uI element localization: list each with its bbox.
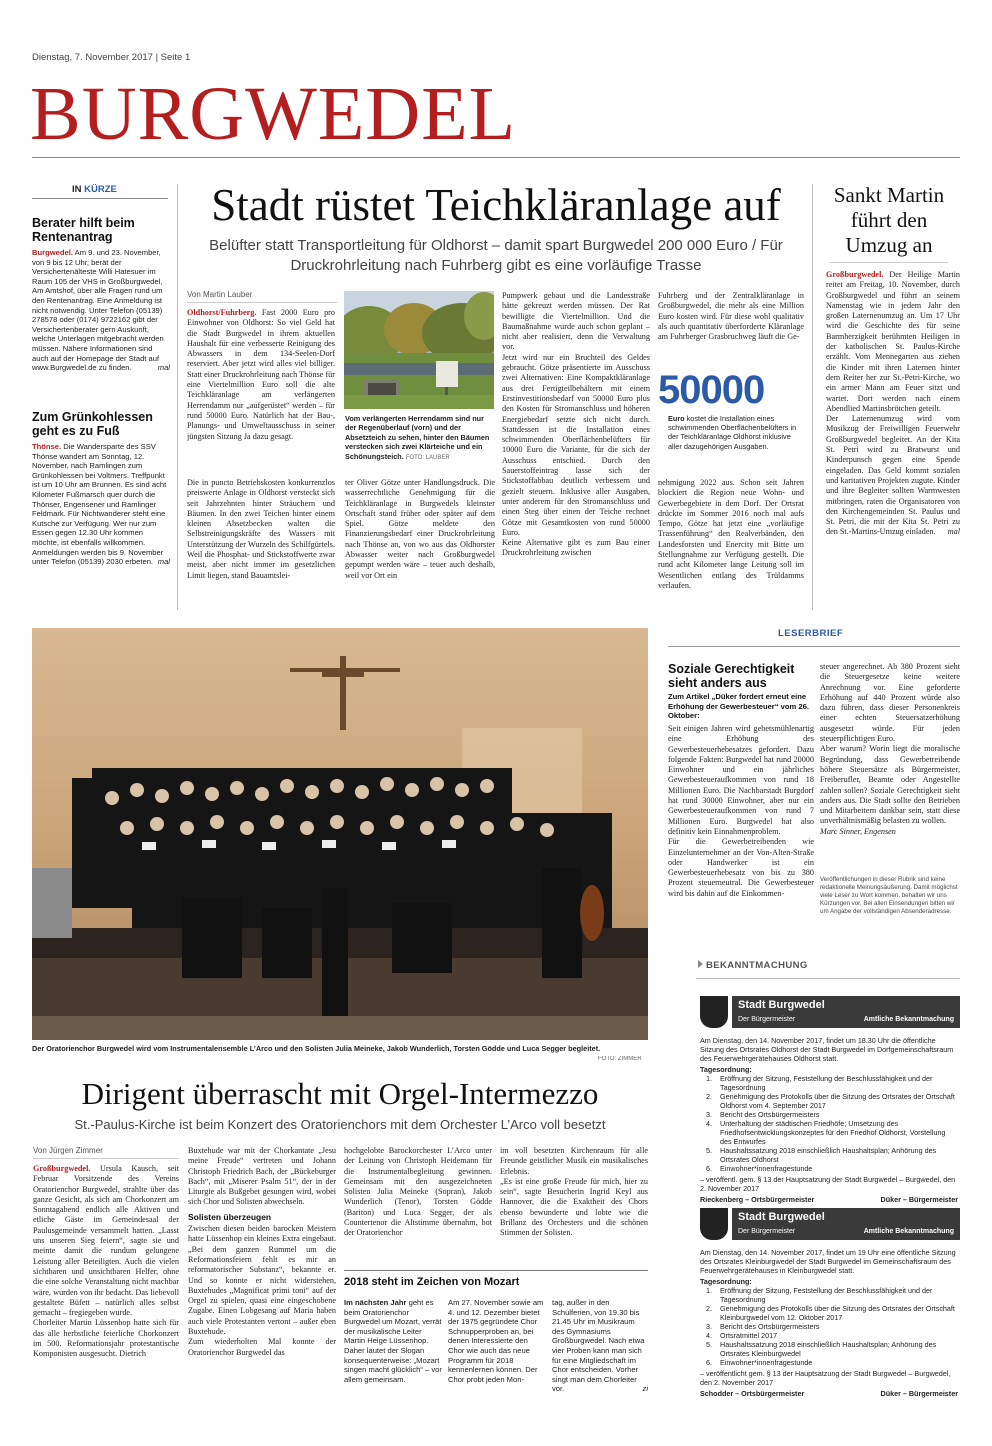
mozart-col-2: Am 27. November sowie am 4. und 12. Dezember bietet der 1975 gegründete Chor Schnupperproben an, bei denen Interessierte den Chor wie auch das neue Programm für 2018 kennenlernen können. Der Chor probt jeden Mon-	[448, 1298, 544, 1384]
concert-subhead: St.-Paulus-Kirche ist beim Konzert des Oratorienchors mit dem Orchester L’Arco voll besetzt	[74, 1117, 606, 1132]
lead-col-1b: Die in puncto Betriebskosten konkurrenzlos preiswerte Anlage in Oldhorst versteckt sich seit Jahrzehnten hinter Sträuchern und Bäumen. In den zwei Teichen hinter einem kleinen Absetzbecken walten die Selbstreinigungskräfte des Wassers mit Unterstützung der Wurzeln des Schilfgürtels. Weil die Phosphat- und Stickstoffwerte zwar meist, aber nicht immer im gesetzlichen Limit liegen, stand Bauamtslei-	[187, 478, 335, 608]
letter-tag: LESERBRIEF	[778, 628, 844, 639]
concert-col-2: Buxtehude war mit der Chorkantate „Jesu meine Freude“ vertreten und Johann Christoph Friedrich Bach, der „Bückeburger Bach“, mit „Miserer Psalm 51“, der in der Liturgie als Bußgebet gesungen wird, wobei sich Chor und Solisten abwechseln. Solisten überzeugen Zwischen diesen beiden barocken Meistern hatte Lüssenhop ein kleines Extra eingebaut. „Bei dem ganzen Rummel um die Reformationsfeiern fehlt es mir an reformatorischer Substanz“, bekannte er. Und so konnte er nicht widerstehen, Buxtehudes „Magnificat primi toni“ auf der Orgel zu spielen, quasi eine eingeschobene Zugabe. Einen Lobgesang auf Maria haben auch viele Protestanten vertont – außer eben Buxtehude. Zum wiederholten Mal konnte der Oratorienchor Burgwedel das	[188, 1146, 336, 1357]
agenda-item: 2. Genehmigung des Protokolls über die Sitzung des Ortsrates der Ortschaft Oldhorst vom 4. September 2017	[706, 1092, 955, 1110]
coat-of-arms-icon	[700, 996, 728, 1028]
notice-panel	[696, 958, 960, 1432]
agenda-item: 2. Genehmigung des Protokolls über die Sitzung des Ortsrates der Ortschaft Kleinburgwedel vom 12. Oktober 2017	[706, 1304, 955, 1322]
lead-photo-caption: Vom verlängerten Herrendamm sind nur der Regenüberlauf (vorn) und der Absetzteich zu sehen, hinter den Bäumen verstecken sich zwei Klärteiche und ein Schönungsteich. FOTO: LAUBER	[345, 414, 490, 461]
agenda-item: 6. Einwohner*innenfragestunde	[706, 1358, 813, 1367]
agenda-item: 3. Bericht des Ortsbürgermeisters	[706, 1322, 820, 1331]
in-kurze-tag: IN KÜRZE	[72, 184, 117, 195]
kurz-item-2	[32, 410, 170, 610]
letter-headline: Soziale Gerechtigkeit sieht anders aus	[668, 662, 795, 690]
agenda-item: 4. Unterhaltung der städtischen Friedhöfe; Umsetzung des Friedhofsentwicklungskonzeptes für den Friedhof Oldhorst, Vorstellung des Entwurfes	[706, 1119, 946, 1146]
dateline: Dienstag, 7. November 2017 | Seite 1	[32, 52, 191, 63]
concert-headline: Dirigent überrascht mit Orgel-Intermezzo	[81, 1076, 599, 1111]
kurz-text: Burgwedel. Am 9. und 23. November, von 9 bis 12 Uhr, berät der Versichertenälteste Willi Hatesuer im Raum 105 der VHS in Großburgwedel, Am Amtshof, über alle Fragen rund um den Rentenantrag. Eine Anmeldung ist nicht notwendig. Unter Telefon (05139) 278578 oder (0174) 9722162 gibt der Versichertenberater gern Auskunft, welche Unterlagen mitgebracht werden müssen. Nähere Informationen sind auch auf der Homepage der Stadt auf www.Burgwedel.de zu finden. mal	[32, 248, 170, 373]
choir-photo	[32, 628, 648, 1040]
lead-headline: Stadt rüstet Teichkläranlage auf	[211, 180, 781, 230]
masthead: BURGWEDEL	[30, 72, 517, 156]
lead-col-3: ter Oliver Götze unter Handlungsdruck. Die wasserrechtliche Genehmigung für die Teichkläranlage in Burgwedels kleinster Ortschaft stand früher oder später auf dem Spiel. Götze meldete den Finanzierungsbedarf einer Druckrohrleitung nach Thönse an, von wo aus das Oldhorster Abwasser weiter nach Großburgwedel gepumpt werden wäre – teuer auch deshalb, weil vor Ort ein	[345, 478, 495, 580]
mozart-col-3: tag, außer in den Schulferien, von 19.30 bis 21.45 Uhr im Musikraum des Gymnasiums Großburgwedel. Nach etwa vier Proben kann man sich für eine Mitgliedschaft im Chor entscheiden. Vorher singt man dem Chorleiter vor. zi	[552, 1298, 648, 1394]
arrow-icon	[698, 960, 703, 968]
mozart-box-headline: 2018 steht im Zeichen von Mozart	[344, 1276, 520, 1288]
agenda-item: 1. Eröffnung der Sitzung, Feststellung der Beschlussfähigkeit und der Tagesordnung	[706, 1074, 933, 1092]
agenda-item: 6. Einwohner*innenfragestunde	[706, 1164, 813, 1173]
concert-subheading: Solisten überzeugen	[188, 1211, 272, 1222]
notice-block-2: Stadt Burgwedel Der Bürgermeister Amtliche Bekanntmachung Am Dienstag, den 14. November 2017, findet um 19 Uhr eine öffentliche Sitzung des Ortsrates Kleinburgwedel der Stadt Burgwedel im Gemeinschaftsraum des Feuerwehrgerätehauses in Kleinburgwedel statt. Tagesordnung: 1. Eröffnung der Sitzung, Feststellung der Beschlussfähigkeit und der Tagesordnung 2. Genehmigung des Protokolls über die Sitzung des Ortsrates der Ortschaft Kleinburgwedel vom 12. Oktober 2017 3. Bericht des Ortsbürgermeisters 4. Ortsratmittel 2017 5. Haushaltssatzung 2018 einschließlich Haushaltsplan; Anhörung des Ortsrates Kleinburgwedel 6. Einwohner*innenfragestunde – veröffentlicht gem. § 13 der Hauptsatzung der Stadt Burgwedel – Burgwedel, den 2. November 2017 Schodder – Ortsbürgermeister Düker – Bürgermeister	[696, 1208, 960, 1428]
letter-col-1: Seit einigen Jahren wird gebetsmühlenartig eine Erhöhung des Gewerbesteuerhebesatzes gefordert. Dazu folgende Fakten: Burgwedel hat rund 20000 Einwohner und ein jährliches Gewerbesteueraufkommen von rund 18 Millionen Euro. Die Nachbarstadt Burgdorf hat rund 30000 Einwohner, aber nur ein Gewerbesteueraufkommen von rund 7 Millionen Euro. Burgwedel hat also definitiv kein Einnahmenproblem. Für die Gewerbetreibenden wie Einzelunternehmer an der Von-Alten-Straße oder Handwerker ist ein Gewerbesteuerhebesatz von bis zu 380 Prozent steuerneutral. Die Gewerbesteuer wird bis dahin auf die Einkommen-	[668, 724, 814, 898]
agenda-item: 4. Ortsratmittel 2017	[706, 1331, 778, 1340]
concert-col-3: hochgelobte Barockorchester L’Arco unter der Leitung von Christoph Heidemann für die Instrumentalbegleitung gewinnen. Gemeinsam mit den ausgezeichneten Solisten Julia Meineke (Sopran), Jakob Wunderlich (Tenor), Torsten Gödde (Bariton) und Luca Segger, der als Countertenor die Altstimme übernahm, bot der Oratorienchor	[344, 1146, 492, 1238]
agenda-item: 1. Eröffnung der Sitzung, Feststellung der Beschlussfähigkeit und der Tagesordnung	[706, 1286, 933, 1304]
concert-photo-caption: Der Oratorienchor Burgwedel wird vom Instrumentalensemble L’Arco und den Solisten Julia Meineke, Jakob Wunderlich, Torsten Gödde und Luca Segger begleitet.	[32, 1044, 601, 1053]
mozart-col-1: Im nächsten Jahr geht es beim Oratorienchor Burgwedel um Mozart, verrät der musikalische Leiter Martin Heige Lüssenhop. Daher lautet der Slogan konsequenterweise: „Mozart singen macht glücklich“ – vor allem gemeinsam.	[344, 1298, 442, 1384]
pond-photo	[344, 291, 494, 409]
lead-col-1: Oldhorst/Fuhrberg. Fast 2000 Euro pro Einwohner von Oldhorst: So viel Geld hat die Stadt Burgwedel in ihrem aktuellen Haushalt für eine verbesserte Reinigung des Abwassers in dem 134-Seelen-Dorf reserviert. Aber jetzt wird alles viel billiger. Statt einer Druckrohrleitung nach Thönse für eine Viertelmillion Euro soll die alte Teichkläranlage am verlängerten Herrendamm nur „aufgerüstet“ werden – für rund 50000 Euro. Natürlich hat der Bau-, Planungs- und Umweltausschuss in seiner jüngsten Sitzung Ja dazu gesagt.	[187, 308, 335, 441]
letter-note: Veröffentlichungen in dieser Rubrik sind keine redaktionelle Meinungsäußerung. Damit möglichst viele Leser zu Wort kommen, behalten wir uns Kürzungen vor. Bei allen Einsendungen bitten wir um Angabe der vollständigen Absenderadresse.	[820, 876, 958, 915]
lead-subhead: Belüfter statt Transportleitung für Oldhorst – damit spart Burgwedel 200 000 Euro / Für Druckrohrleitung nach Fuhrberg gibt es eine vorläufige Trasse	[209, 237, 783, 274]
letter-ref: Zum Artikel „Düker fordert erneut eine Erhöhung der Gewerbesteuer“ vom 26. Oktober:	[668, 692, 809, 721]
concert-col-4: im voll besetzten Kirchenraum für alle Freunde geistlicher Musik ein musikalisches Erlebnis. „Es ist eine große Freude für mich, hier zu sein“, sagte Besucherin Ingrid Keyl aus Hannover, die die Exaktheit des Chors ebenso bewunderte und lobte wie die Brillanz des Orchesters und die schönen Stimmen der Solisten.	[500, 1146, 648, 1238]
lead-col-5: Fuhrberg und der Zentralkläranlage in Großburgwedel, die mehr als eine Million Euro kosten wird. Für diese wohl qualitativ als auch quantitativ überforderte Kläranlage am Fuhrberger Grasbruchweg läuft die Ge-	[658, 291, 804, 342]
letter-col-2: steuer angerechnet. Ab 380 Prozent sieht die Steuergesetze keine weitere Anrechnung vor. Eine geforderte Erhöhung auf 440 Prozent würde also dazu führen, dass dieser Personenkreis einer echten Steuersatzerhöhung ausgesetzt würde. Für jeden steuerpflichtigen Euro. Aber warum? Worin liegt die moralische Begründung, dass Gewerbetreibende höhere Steuersätze als Bürgermeister, Freiberufler, Beamte oder Angestellte zahlen sollen? Soziale Gerechtigkeit sieht anders aus. Die Stadt sollte den Betrieben und Mitarbeitern dankbar sein, statt diese unverhältnismäßig belasten zu wollen. Marc Sinner, Engensen	[820, 662, 960, 836]
coat-of-arms-icon	[700, 1208, 728, 1240]
concert-byline: Von Jürgen Zimmer	[33, 1146, 103, 1155]
notice-head: Stadt Burgwedel Der Bürgermeister Amtliche Bekanntmachung	[732, 996, 960, 1028]
agenda-item: 5. Haushaltssatzung 2018 einschließlich Haushaltsplan; Anhörung des Ortsrates Kleinburgwedel	[706, 1340, 937, 1358]
concert-photo-credit: FOTO: ZIMMER	[598, 1056, 642, 1062]
notice-tag: BEKANNTMACHUNG	[698, 960, 808, 971]
kurz-headline: Berater hilft beim Rentenantrag	[32, 216, 135, 244]
kurz-item-1	[32, 216, 170, 406]
lead-byline: Von Martin Lauber	[187, 290, 253, 299]
big-number: 50000	[658, 368, 765, 412]
number-text: Euro kostet die Installation eines schwimmenden Oberflächenbelüfters in der Teichkläranlage Oldhorst inklusive aller dazugehörigen Ausgaben.	[668, 414, 797, 451]
agenda-item: 3. Bericht des Ortsbürgermeisters	[706, 1110, 820, 1119]
agenda-item: 5. Haushaltssatzung 2018 einschließlich Haushaltsplan; Anhörung des Ortsrates Oldhorst	[706, 1146, 937, 1164]
notice-head: Stadt Burgwedel Der Bürgermeister Amtliche Bekanntmachung	[732, 1208, 960, 1240]
kurz-text: Thönse. Die Wandersparte des SSV Thönse wandert am Sonntag, 12. November, nach Ramlingen zum Grünkohlessen bei Voltmers. Treffpunkt ist um 10 Uhr am Brunnen. Es sind acht Kilometer Fußmarsch quer durch die Thönser, Engensener und Ramlinger Feldmark. Für Nichtwanderer steht eine Kutsche zur Verfügung. Wer nur zum Essen gegen 12.30 Uhr kommen möchte, ist ebenfalls willkommen. Anmeldungen werden bis 9. November unter Telefon (05139) 2030 erbeten. mal	[32, 442, 170, 567]
kurz-headline: Zum Grünkohlessen geht es zu Fuß	[32, 410, 153, 438]
lead-col-4: Pumpwerk gebaut und die Landesstraße hätte gekreuzt werden müssen. Der Rat bewilligte die Viertelmillion. Und die Baumaßnahme wurde auch schon geplant – nicht aber realisiert, denn die Verwaltung vor. Jetzt wird nur ein Bruchteil des Geldes gebraucht. Götze präsentierte im Ausschuss zwei Alternativen: Eine Kompaktkläranlage aus drei Fertigteilbehältern mit einem Erstinvestitionsbedarf von 50000 Euro plus den Kosten für Stromanschluss und höheren Energiebedarf setzte sich nicht durch. Stattdessen ist die Installation eines schwimmenden Oberflächenbelüfters für 10000 Euro die Variante, für die sich der Ausschuss entschied. Durch den Sauerstoffeintrag lasse sich der Stickstoffabbau deutlich verbessern und gezielt steuern. Inklusive aller Ausgaben, unter anderem für den Stromanschluss und einen Steg über einen der Teiche rechnet Götze mit Gesamtkosten von rund 50000 Euro. Keine Alternative gibt es zum Bau einer Druckrohrleitung zwischen	[502, 291, 650, 558]
martin-text: Großburgwedel. Der Heilige Martin reitet am Freitag, 10. November, durch Großburgwedel und führt an seinem Namenstag wie in jedem Jahr den großen Laternenumzug an. Um 17 Uhr wird die Geschichte des für seine Barmherzigkeit berühmten Heiligen in der katholischen St. Paulus-Kirche erzählt. Vom Mennegarten aus ziehen die Kinder mit ihren Laternen hinter dem Reiter her zur St.-Petri-Kirche, wo ein armer Mann am Feuer sitzt und wartet. Dort werden nach einem Abendlied Martinsbrötchen geteilt. Der Laternenumzug wird vom Musikzug der Freiwilligen Feuerwehr Großburgwedel begleitet. An der Kita St. Petri wird zu Bratwurst und Kinderpunsch gegen eine Spende eingeladen. Das Geld kommt sozialen und karitativen Projekten zugute. Kinder und ihre Begleiter sollten Warmwesten mitbringen, raten die Organisatoren von den Kirchengemeinden St. Paulus und St. Petri, die mit der Kita St. Petri zu den St.-Martins-Umzug einladen. mal	[826, 270, 960, 537]
lead-photo	[344, 291, 494, 409]
concert-photo	[32, 628, 648, 1040]
martin-headline: Sankt Martin führt den Umzug an	[833, 183, 945, 257]
concert-col-1: Großburgwedel. Ursula Kausch, seit Februar Vorsitzende des Vereins Oratorienchor Burgwedel, strahlte über das ganze Gesicht, als sich am Chorkonzert am Sonntagabend endlich alle Aktiven und etliche Gäste im Gemeindesaal der Paulusgemeinde versammelt hatten. „Lasst uns unseren Sieg feiern“, sagte sie und meinte damit die rundum gelungene Leistung aller Beteiligten. Auch die vielen sichtbaren und unsichtbaren Helfer, ohne die eine solche Veranstaltung nicht machbar wäre, wurden von ihr bedacht. Das liebevoll gestaltete Büfett – natürlich alles selbst gemacht – fregiegeben wurde. Chorleiter Martin Lüssenhop hatte sich für das alle herbstliche feierliche Chorkonzert im 500. Reformationsjahr protestantische Komponisten ausgesucht. Dietrich	[33, 1164, 179, 1359]
notice-block-1: Stadt Burgwedel Der Bürgermeister Amtliche Bekanntmachung Am Dienstag, den 14. November 2017, findet um 18.30 Uhr die öffentliche Sitzung des Ortsrates Oldhorst der Stadt Burgwedel im Dorfgemeinschaftsraum des Feuerwehrgerätehauses Oldhorst statt. Tagesordnung: 1. Eröffnung der Sitzung, Feststellung der Beschlussfähigkeit und der Tagesordnung 2. Genehmigung des Protokolls über die Sitzung des Ortsrates der Ortschaft Oldhorst vom 4. September 2017 3. Bericht des Ortsbürgermeisters 4. Unterhaltung der städtischen Friedhöfe; Umsetzung des Friedhofsentwicklungskonzeptes für den Friedhof Oldhorst, Vorstellung des Entwurfes 5. Haushaltssatzung 2018 einschließlich Haushaltsplan; Anhörung des Ortsrates Oldhorst 6. Einwohner*innenfragestunde – veröffentl. gem. § 13 der Hauptsatzung der Stadt Burgwedel – Burgwedel, den 2. November 2017 Rieckenberg – Ortsbürgermeister Düker – Bürgermeister	[696, 996, 960, 1206]
lead-col-5b: nehmigung 2022 aus. Schon seit Jahren blockiert die Region neue Wohn- und Gewerbegebiete in dem Dorf. Der Ortsrat drückte im Sommer 2016 noch mal aufs Tempo. Götze hat jetzt eine „vorläufige Trassenführung“ den Realverbänden, den Landesforsten und Enercity mit Bitte um Stellungnahme zur Verfügung gestellt. Die rund acht Kilometer lange Leitung soll im Wesentlichen entlang des Trüldamms verlaufen.	[658, 478, 804, 590]
